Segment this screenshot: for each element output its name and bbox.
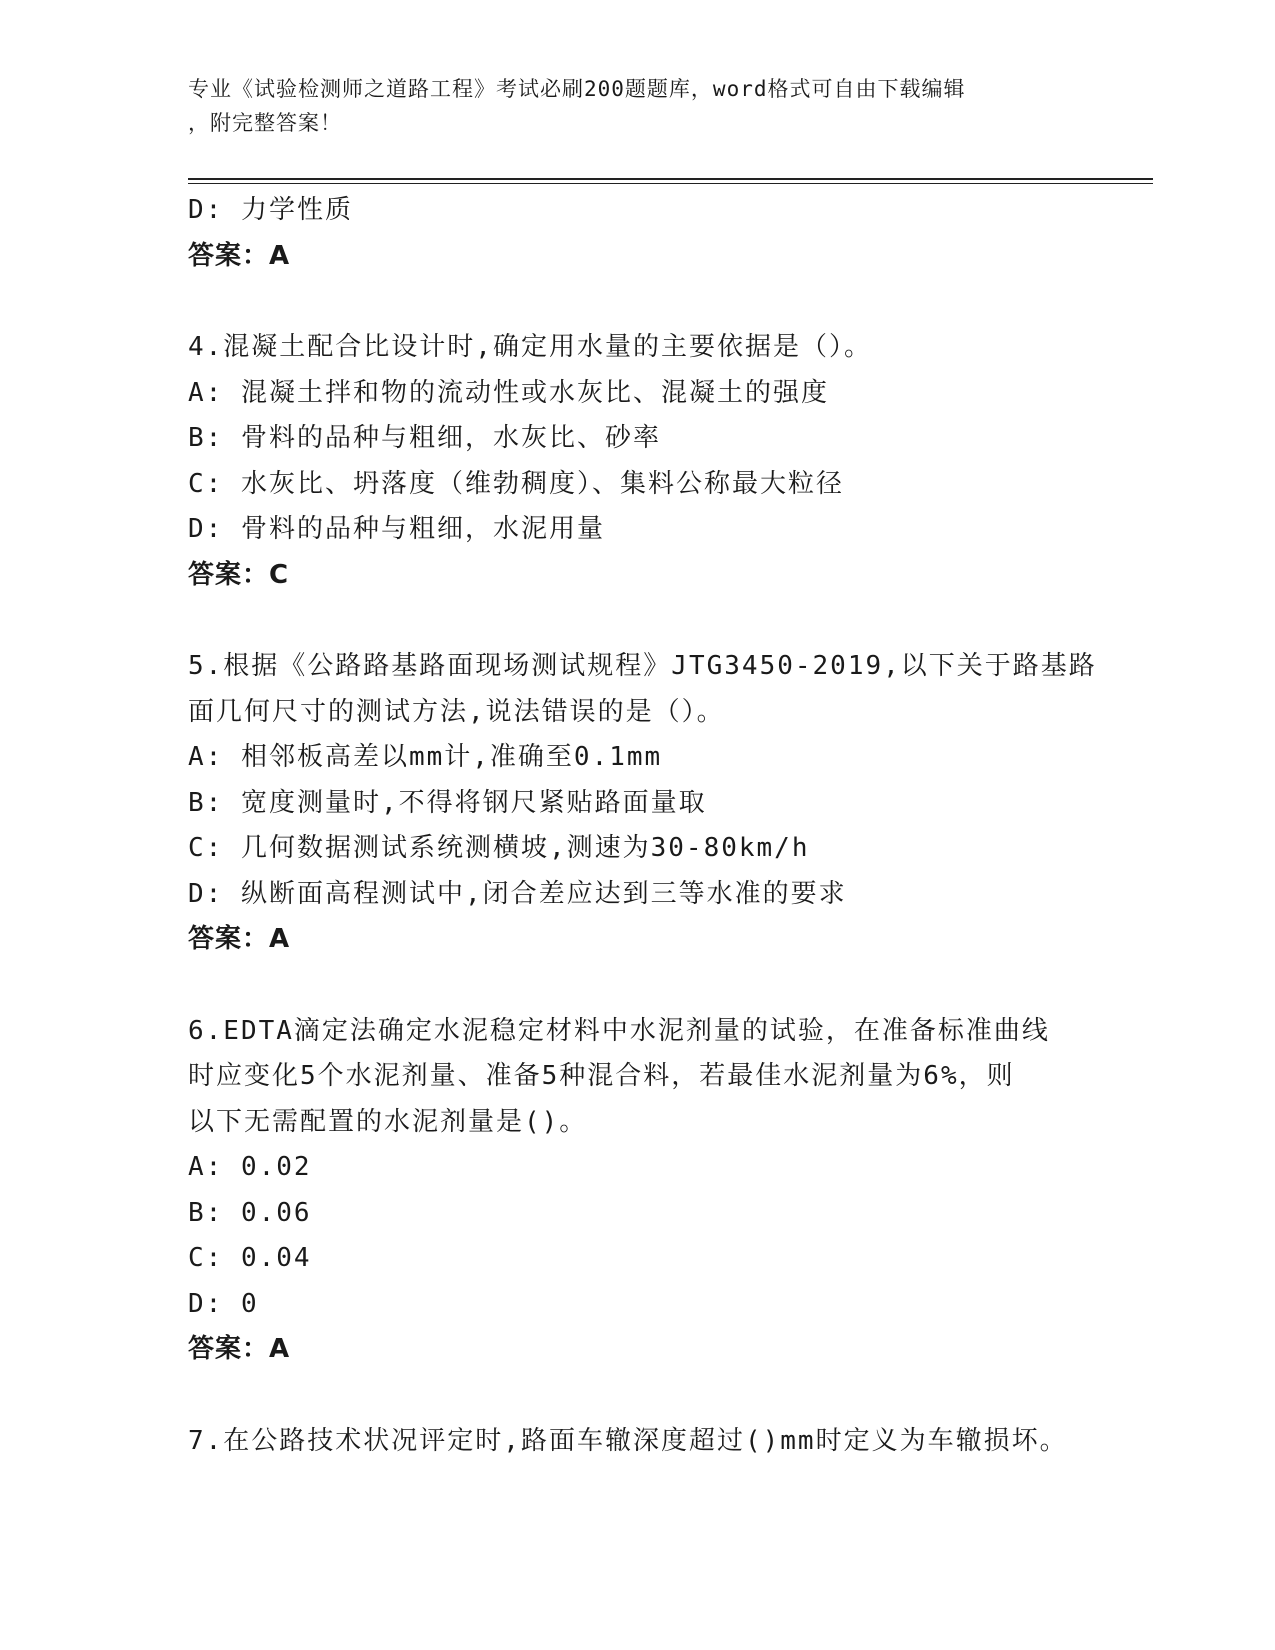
option-d: D: 骨料的品种与粗细，水泥用量 — [188, 514, 605, 544]
document-header — [188, 72, 1068, 140]
question-4 — [188, 325, 1088, 598]
spacer — [188, 279, 1088, 325]
question-stem-line-1: 5.根据《公路路基路面现场测试规程》JTG3450-2019,以下关于路基路 — [188, 651, 1097, 681]
header-divider-thick — [188, 178, 1153, 180]
option-d: D: 力学性质 — [188, 195, 353, 225]
option-a: A: 混凝土拌和物的流动性或水灰比、混凝土的强度 — [188, 377, 829, 408]
option-b: B: 0.06 — [188, 1197, 312, 1228]
option-d: D: 0 — [188, 1288, 259, 1319]
option-b: B: 骨料的品种与粗细，水灰比、砂率 — [188, 423, 661, 453]
option-d: D: 纵断面高程测试中,闭合差应达到三等水准的要求 — [188, 878, 847, 909]
spacer — [188, 1373, 1088, 1419]
option-c: C: 几何数据测试系统测横坡,测速为30-80km/h — [188, 833, 810, 863]
option-a: A: 相邻板高差以mm计,准确至0.1mm — [188, 742, 663, 772]
question-stem: 7.在公路技术状况评定时,路面车辙深度超过()mm时定义为车辙损坏。 — [188, 1425, 1068, 1456]
option-a: A: 0.02 — [188, 1152, 312, 1182]
header-title-line-1: 专业《试验检测师之道路工程》考试必刷200题题库，word格式可自由下载编辑 — [188, 77, 966, 101]
spacer — [188, 598, 1088, 644]
option-c: C: 水灰比、坍落度（维勃稠度）、集料公称最大粒径 — [188, 468, 844, 499]
question-stem-line-1: 6.EDTA滴定法确定水泥稳定材料中水泥剂量的试验，在准备标准曲线 — [188, 1015, 1050, 1046]
answer: 答案：A — [188, 1334, 291, 1364]
header-title-line-2: ，附完整答案！ — [188, 111, 342, 135]
question-stem-line-2: 时应变化5个水泥剂量、准备5种混合料，若最佳水泥剂量为6%，则 — [188, 1061, 1015, 1091]
question-stem: 4.混凝土配合比设计时,确定用水量的主要依据是（）。 — [188, 332, 872, 362]
answer: 答案：A — [188, 924, 291, 954]
question-stem-line-3: 以下无需配置的水泥剂量是()。 — [188, 1106, 588, 1137]
answer: 答案：C — [188, 559, 290, 590]
question-7 — [188, 1419, 1088, 1465]
spacer — [188, 963, 1088, 1009]
question-list — [188, 188, 1097, 1464]
option-b: B: 宽度测量时,不得将钢尺紧贴路面量取 — [188, 787, 707, 818]
question-stem-line-2: 面几何尺寸的测试方法,说法错误的是（）。 — [188, 696, 725, 727]
question-6 — [188, 1009, 1088, 1373]
option-c: C: 0.04 — [188, 1243, 312, 1273]
header-divider-thin — [188, 183, 1153, 184]
answer: 答案：A — [188, 240, 291, 271]
question-3-tail — [188, 188, 1088, 279]
question-5 — [188, 644, 1097, 963]
